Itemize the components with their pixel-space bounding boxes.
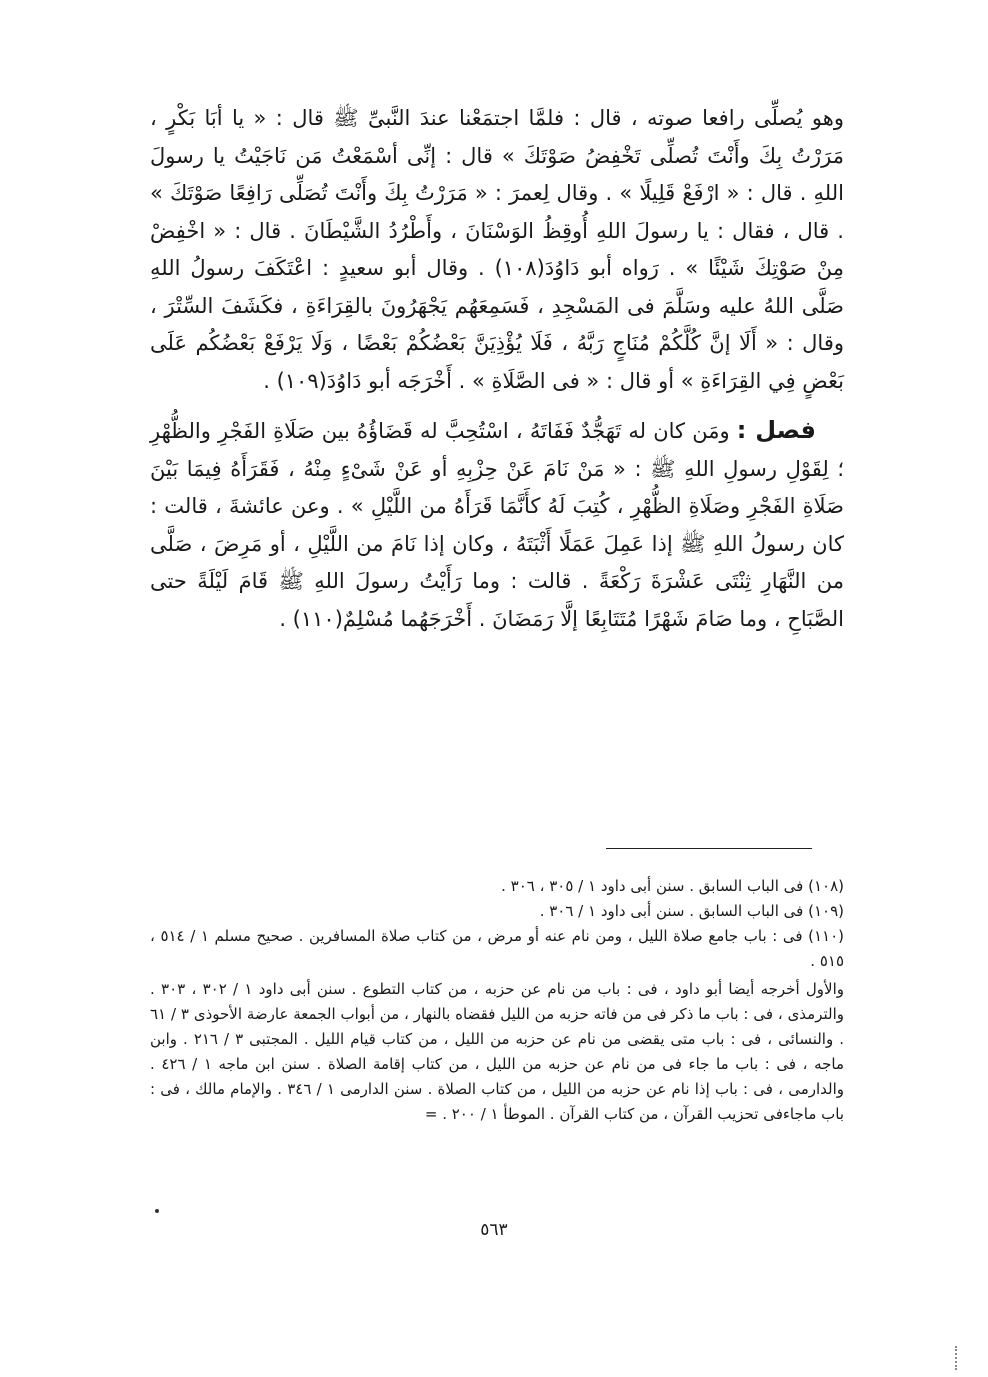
footnote-divider <box>606 848 812 849</box>
main-text <box>150 100 844 638</box>
footnote-109: (١٠٩) فى الباب السابق . سنن أبى داود ١ / ٣٠٦ . <box>539 902 844 920</box>
footnote-108: (١٠٨) فى الباب السابق . سنن أبى داود ١ / ٣٠٥ ، ٣٠٦ . <box>501 877 844 895</box>
scan-edge-mark <box>955 1346 959 1370</box>
footnote-110-continuation: والأول أخرجه أيضا أبو داود ، فى : باب من نام عن حزبه ، من كتاب التطوع . سنن أبى داود ١ / ٣٠٢ ، ٣٠٣ . والترمذى ، فى : باب ما ذكر فى من فاته حزبه من الليل فقضاه بالنهار ، من أبواب الجمعة عارضة الأحوذى ٣ / ٦١ . والنسائى ، فى : باب متى يقضى من نام عن حزبه من الليل ، من كتاب قيام الليل . المجتبى ٣ / ٢١٦ . وابن ماجه ، فى : باب ما جاء فى من نام عن حزبه من الليل ، من كتاب إقامة الصلاة . سنن ابن ماجه ١ / ٤٢٦ . والدارمى ، فى : باب إذا نام عن حزبه من الليل ، من كتاب الصلاة . سنن الدارمى ١ / ٣٤٦ . والإمام مالك ، فى : باب ماجاءفى تحزيب القرآن ، من كتاب القرآن . الموطأ ١ / ٢٠٠ . = <box>150 980 845 1123</box>
paragraph-hadith-voice: وهو يُصلِّى رافعا صوته ، قال : فلمَّا اجتمَعْنا عندَ النَّبىِّ ﷺ قال : « يا أبَا بَكْرٍ ، مَرَرْتُ بِكَ وأَنْتَ تُصلِّى تَخْفِضُ صَوْتَكَ » قال : إنِّى أسْمَعْتُ مَن نَاجَيْتُ يا رسولَ اللهِ . قال : « ارْفَعْ قَلِيلًا » . وقال لِعمرَ : « مَرَرْتُ بِكَ وأَنْتَ تُصَلِّى رَافِعًا صَوْتَكَ » . قال ، فقال : يا رسولَ اللهِ أُوقِظُ الوَسْنَانَ ، وأَطْرُدُ الشَّيْطَانَ . قال : « اخْفِضْ مِنْ صَوْتِكَ شَيْئًا » . رَواه أبو دَاوُدَ(١٠٨) . وقال أبو سعيدٍ : اعْتَكَفَ رسولُ اللهِ صَلَّى اللهُ عليه وسَلَّمَ فى المَسْجِدِ ، فَسَمِعَهُم يَجْهَرُونَ بالقِرَاءَةِ ، فكَشَفَ السِّتْرَ ، وقال : « أَلَا إنَّ كُلَّكُمْ مُنَاجٍ رَبَّهُ ، فَلَا يُؤْذِيَنَّ بَعْضُكُمْ بَعْضًا ، وَلَا يَرْفَعْ بَعْضُكُم عَلَى بَعْضٍ فِي القِرَاءَةِ » أو قال : « فى الصَّلَاةِ » . أَخْرَجَه أبو دَاوُدَ(١٠٩) . <box>150 106 844 393</box>
footnote-110: (١١٠) فى : باب جامع صلاة الليل ، ومن نام عنه أو مرض ، من كتاب صلاة المسافرين . صحيح مسلم ١ / ٥١٤ ، ٥١٥ . <box>150 927 845 970</box>
page-number: ٥٦٣ <box>480 1220 508 1240</box>
section-paragraph <box>150 412 844 638</box>
section-body: ومَن كان له تَهَجُّدٌ فَفَاتَهُ ، اسْتُحِبَّ له قَضَاؤُهُ بين صَلَاةِ الفَجْرِ والظُّهْرِ ؛ لِقَوْلِ رسولِ اللهِ ﷺ : « مَنْ نَامَ عَنْ حِزْبِهِ أو عَنْ شَىْءٍ مِنْهُ ، فَقَرَأَهُ فِيمَا بَيْنَ صَلَاةِ الفَجْرِ وصَلَاةِ الظُّهْرِ ، كُتِبَ لَهُ كأَنَّمَا قَرَأَهُ من اللَّيْلِ » . وعن عائشةَ ، قالت : كان رسولُ اللهِ ﷺ إذا عَمِلَ عَمَلًا أَثْبَتَهُ ، وكان إذا نَامَ من اللَّيْلِ ، أو مَرِضَ ، صَلَّى من النَّهَارِ ثِنْتَى عَشْرَةَ رَكْعَةً . قالت : وما رَأَيْتُ رسولَ اللهِ ﷺ قَامَ لَيْلَةً حتى الصَّبَاحِ ، وما صَامَ شَهْرًا مُتَتَابِعًا إلَّا رَمَضَانَ . أَخْرَجَهُما مُسْلِمٌ(١١٠) . <box>150 419 844 631</box>
stray-dot <box>155 1209 159 1213</box>
footnotes <box>150 874 844 1127</box>
section-title: فصل : <box>736 416 816 444</box>
